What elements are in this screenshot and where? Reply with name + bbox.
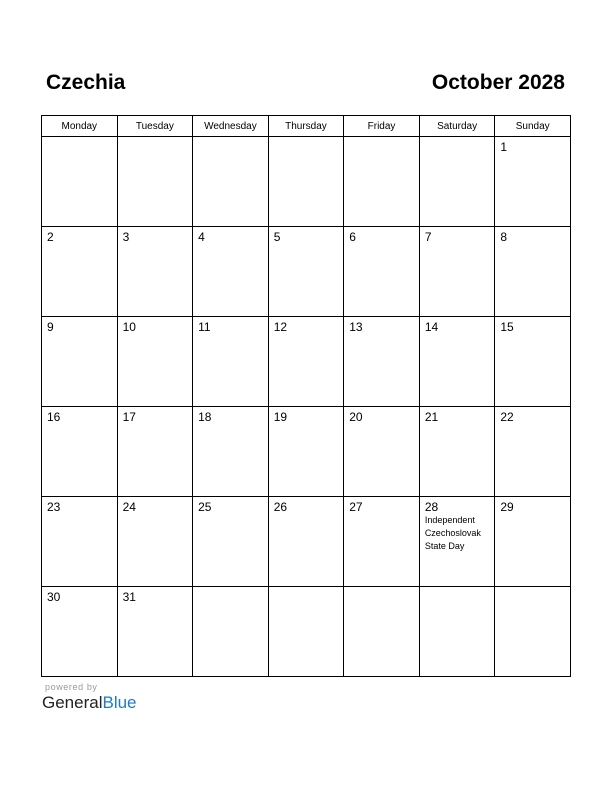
day-cell <box>495 227 571 317</box>
day-number: 28 <box>424 500 439 514</box>
day-number: 12 <box>273 320 288 334</box>
day-number: 19 <box>273 410 288 424</box>
month-title: October 2028 <box>431 71 565 94</box>
day-cell <box>495 587 571 677</box>
day-cell <box>42 407 118 497</box>
brand-name-blue: Blue <box>102 693 137 712</box>
day-number: 3 <box>122 230 130 244</box>
day-number: 1 <box>500 140 508 154</box>
weekday-friday: Friday <box>344 116 420 137</box>
day-number: 13 <box>349 320 363 334</box>
day-cell <box>42 497 118 587</box>
day-number: 16 <box>47 410 61 424</box>
day-cell <box>268 227 344 317</box>
day-number: 2 <box>47 230 54 244</box>
day-cell <box>495 317 571 407</box>
calendar-grid <box>41 115 571 677</box>
day-cell <box>117 227 193 317</box>
day-number: 22 <box>500 410 514 424</box>
day-cell <box>117 317 193 407</box>
day-cell <box>268 497 344 587</box>
day-cell <box>344 317 420 407</box>
week-row <box>42 317 571 407</box>
brand-name-general: General <box>42 693 103 712</box>
day-cell <box>344 407 420 497</box>
day-cell <box>268 407 344 497</box>
day-cell <box>193 317 269 407</box>
day-cell <box>344 227 420 317</box>
day-number: 20 <box>349 410 363 424</box>
day-cell <box>117 137 193 227</box>
powered-by-label: powered by <box>45 682 98 692</box>
day-number: 10 <box>122 320 136 334</box>
day-cell <box>193 497 269 587</box>
holiday-label: Independent Czechoslovak State Day <box>424 515 481 551</box>
day-cell <box>193 587 269 677</box>
day-cell <box>419 137 495 227</box>
day-cell <box>117 497 193 587</box>
weekday-header-row <box>42 116 571 137</box>
day-number: 7 <box>424 230 432 244</box>
day-cell <box>193 407 269 497</box>
day-number: 27 <box>349 500 363 514</box>
day-number: 8 <box>500 230 508 244</box>
day-cell <box>193 227 269 317</box>
day-cell <box>419 407 495 497</box>
day-number: 23 <box>47 500 61 514</box>
day-number: 6 <box>349 230 356 244</box>
day-number: 21 <box>424 410 439 424</box>
day-cell <box>42 227 118 317</box>
week-row <box>42 407 571 497</box>
day-cell <box>344 587 420 677</box>
day-number: 17 <box>122 410 136 424</box>
day-number: 26 <box>273 500 288 514</box>
day-number: 11 <box>198 320 211 334</box>
weekday-sunday: Sunday <box>495 116 571 137</box>
day-cell <box>268 587 344 677</box>
weekday-thursday: Thursday <box>268 116 344 137</box>
weekday-saturday: Saturday <box>419 116 495 137</box>
day-number: 31 <box>122 590 136 604</box>
weekday-tuesday: Tuesday <box>117 116 193 137</box>
day-number: 25 <box>198 500 212 514</box>
week-row <box>42 137 571 227</box>
day-number: 18 <box>198 410 212 424</box>
day-cell <box>117 587 193 677</box>
day-cell <box>344 497 420 587</box>
day-cell <box>42 137 118 227</box>
day-cell <box>268 137 344 227</box>
weekday-monday: Monday <box>42 116 118 137</box>
week-row <box>42 227 571 317</box>
day-cell <box>419 317 495 407</box>
weekday-wednesday: Wednesday <box>193 116 269 137</box>
day-number: 24 <box>122 500 136 514</box>
day-cell <box>268 317 344 407</box>
brand-logo <box>42 693 137 713</box>
day-cell <box>42 317 118 407</box>
day-cell <box>42 587 118 677</box>
day-number: 14 <box>424 320 439 334</box>
day-number: 15 <box>500 320 514 334</box>
week-row <box>42 497 571 587</box>
day-cell <box>419 227 495 317</box>
day-cell <box>193 137 269 227</box>
day-cell <box>419 587 495 677</box>
day-number: 5 <box>273 230 281 244</box>
day-number: 30 <box>47 590 61 604</box>
day-cell <box>495 497 571 587</box>
day-cell <box>344 137 420 227</box>
country-title: Czechia <box>46 71 126 94</box>
day-cell <box>495 137 571 227</box>
day-cell <box>495 407 571 497</box>
day-number: 29 <box>500 500 514 514</box>
day-number: 9 <box>47 320 54 334</box>
week-row <box>42 587 571 677</box>
day-cell <box>117 407 193 497</box>
day-cell <box>419 497 495 587</box>
day-number: 4 <box>198 230 205 244</box>
